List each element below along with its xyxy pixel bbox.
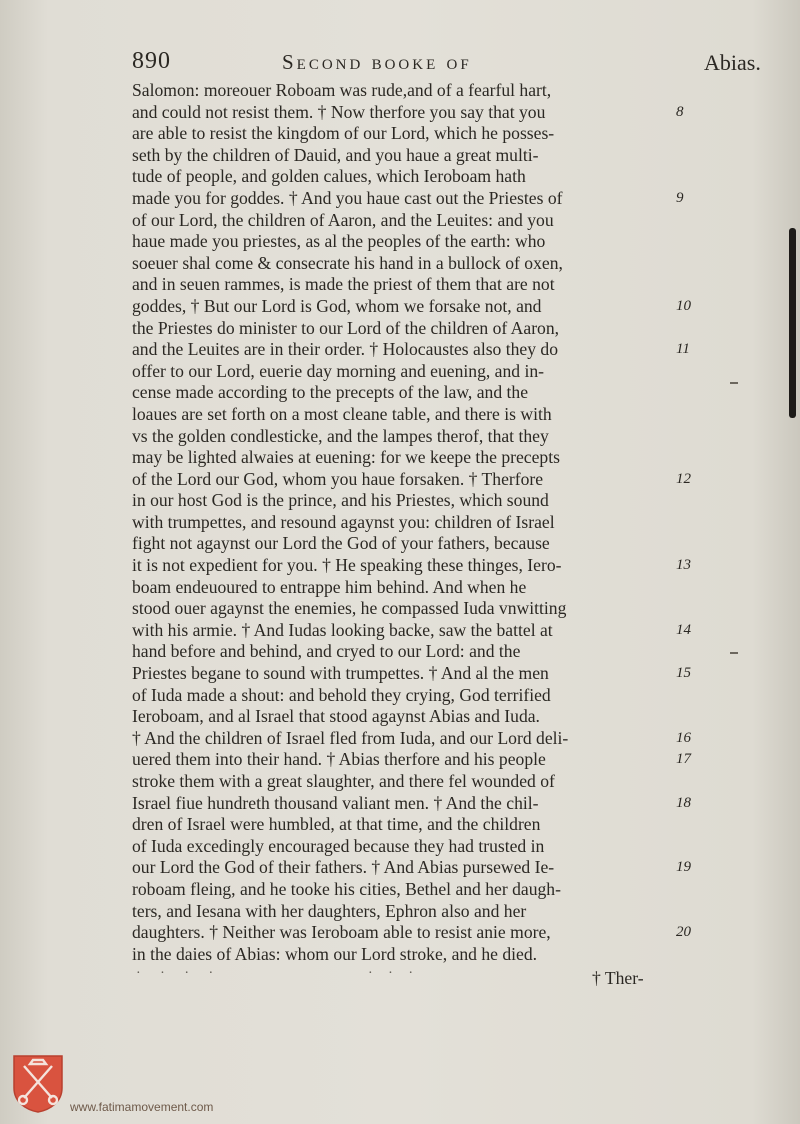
line-text: daughters. † Neither was Ieroboam able to resist anie more, <box>132 922 551 943</box>
text-line <box>132 879 692 901</box>
line-text: Salomon: moreouer Roboam was rude,and of a fearful hart, <box>132 80 552 100</box>
text-line <box>132 555 692 577</box>
text-line <box>132 577 692 599</box>
margin-tick <box>730 652 738 654</box>
verse-number: 11 <box>676 341 690 358</box>
text-line <box>132 728 692 750</box>
text-line <box>132 318 692 340</box>
ornament-dots: · · · · <box>136 966 222 982</box>
line-text: loaues are set forth on a most cleane table, and there is with <box>132 403 552 424</box>
text-line <box>132 620 692 642</box>
text-line <box>132 749 692 771</box>
line-text: soeuer shal come & consecrate his hand in a bullock of oxen, <box>132 252 563 273</box>
text-line <box>132 253 692 275</box>
line-text: vs the golden condlesticke, and the lampes therof, that they <box>132 425 549 446</box>
line-text: of the Lord our God, whom you haue forsaken. † Therfore <box>132 468 544 489</box>
text-line <box>132 404 692 426</box>
papal-keys-emblem-icon <box>10 1052 66 1114</box>
catchword-row <box>132 965 692 991</box>
text-line <box>132 533 692 555</box>
verse-number: 16 <box>676 729 691 746</box>
text-line <box>132 382 692 404</box>
text-line <box>132 793 692 815</box>
line-text: of Iuda excedingly encouraged because they had trusted in <box>132 835 545 856</box>
text-line <box>132 598 692 620</box>
text-line <box>132 123 692 145</box>
line-text: ters, and Iesana with her daughters, Ephron also and her <box>132 900 527 921</box>
verse-number: 10 <box>676 297 691 314</box>
watermark-url: www.fatimamovement.com <box>70 1100 214 1114</box>
line-text: tude of people, and golden calues, which Ieroboam hath <box>132 166 526 187</box>
line-text: stood ouer agaynst the enemies, he compassed Iuda vnwitting <box>132 598 567 619</box>
text-line <box>132 922 692 944</box>
line-text: and could not resist them. † Now therfore you say that you <box>132 101 546 122</box>
text-line <box>132 490 692 512</box>
text-line <box>132 426 692 448</box>
catchword: † Ther- <box>592 968 644 989</box>
line-text: Israel fiue hundreth thousand valiant men. † And the chil- <box>132 792 539 813</box>
line-text: it is not expedient for you. † He speaking these thinges, Iero- <box>132 555 562 576</box>
text-line <box>132 447 692 469</box>
line-text: haue made you priestes, as al the peoples of the earth: who <box>132 231 546 252</box>
line-text: are able to resist the kingdom of our Lord, which he posses- <box>132 123 555 144</box>
text-line <box>132 857 692 879</box>
page-header <box>0 44 800 78</box>
line-text: the Priestes do minister to our Lord of the children of Aaron, <box>132 317 560 338</box>
line-text: Ieroboam, and al Israel that stood agaynst Abias and Iuda. <box>132 706 540 727</box>
line-text: of Iuda made a shout: and behold they crying, God terrified <box>132 684 551 705</box>
line-text: with his armie. † And Iudas looking backe, saw the battel at <box>132 619 553 640</box>
running-head: Second booke of <box>282 50 472 74</box>
text-line <box>132 80 692 102</box>
line-text: † And the children of Israel fled from Iuda, and our Lord deli- <box>132 727 569 748</box>
verse-number: 8 <box>676 103 684 120</box>
line-text: in the daies of Abias: whom our Lord stroke, and he died. <box>132 943 538 964</box>
line-text: made you for goddes. † And you haue cast out the Priestes of <box>132 187 563 208</box>
line-text: cense made according to the precepts of the law, and the <box>132 382 529 403</box>
margin-tick <box>730 382 738 384</box>
line-text: seth by the children of Dauid, and you haue a great multi- <box>132 144 539 165</box>
body-text <box>132 80 692 991</box>
line-text: and in seuen rammes, is made the priest of them that are not <box>132 274 555 295</box>
line-text: of our Lord, the children of Aaron, and the Leuites: and you <box>132 209 554 230</box>
text-line <box>132 339 692 361</box>
verse-number: 19 <box>676 859 691 876</box>
binding-shadow <box>789 228 796 418</box>
text-line <box>132 102 692 124</box>
text-line <box>132 361 692 383</box>
line-text: may be lighted alwaies at euening: for we keepe the precepts <box>132 447 560 468</box>
text-line <box>132 836 692 858</box>
line-text: dren of Israel were humbled, at that time, and the children <box>132 814 541 835</box>
verse-number: 18 <box>676 794 691 811</box>
line-text: boam endeuoured to entrappe him behind. And when he <box>132 576 527 597</box>
line-text: our Lord the God of their fathers. † And Abias pursewed Ie- <box>132 857 555 878</box>
line-text: uered them into their hand. † Abias therfore and his people <box>132 749 546 770</box>
text-line <box>132 512 692 534</box>
line-text: offer to our Lord, euerie day morning and euening, and in- <box>132 360 545 381</box>
text-line <box>132 188 692 210</box>
page-number: 890 <box>132 48 171 74</box>
text-line <box>132 469 692 491</box>
text-line <box>132 145 692 167</box>
line-text: Priestes begane to sound with trumpettes. † And al the men <box>132 663 549 684</box>
text-line <box>132 296 692 318</box>
text-line <box>132 166 692 188</box>
text-line <box>132 901 692 923</box>
text-line <box>132 814 692 836</box>
line-text: hand before and behind, and cryed to our Lord: and the <box>132 641 521 662</box>
line-text: in our host God is the prince, and his Priestes, which sound <box>132 490 549 511</box>
line-text: goddes, † But our Lord is God, whom we forsake not, and <box>132 295 542 316</box>
side-title: Abias. <box>704 50 761 75</box>
text-line <box>132 274 692 296</box>
text-line <box>132 685 692 707</box>
line-text: with trumpettes, and resound agaynst you: children of Israel <box>132 511 555 532</box>
verse-number: 20 <box>676 924 691 941</box>
verse-number: 13 <box>676 557 691 574</box>
text-line <box>132 771 692 793</box>
text-line <box>132 231 692 253</box>
text-line <box>132 641 692 663</box>
text-line <box>132 210 692 232</box>
verse-number: 9 <box>676 189 684 206</box>
verse-number: 12 <box>676 470 691 487</box>
ornament-dots: · · · <box>368 966 419 982</box>
line-text: roboam fleing, and he tooke his cities, Bethel and her daugh- <box>132 878 561 899</box>
line-text: stroke them with a great slaughter, and there fel wounded of <box>132 771 555 791</box>
line-text: fight not agaynst our Lord the God of your fathers, because <box>132 533 550 554</box>
verse-number: 14 <box>676 621 691 638</box>
text-line <box>132 706 692 728</box>
line-text: and the Leuites are in their order. † Holocaustes also they do <box>132 339 559 360</box>
verse-number: 15 <box>676 665 691 682</box>
verse-number: 17 <box>676 751 691 768</box>
text-line <box>132 663 692 685</box>
